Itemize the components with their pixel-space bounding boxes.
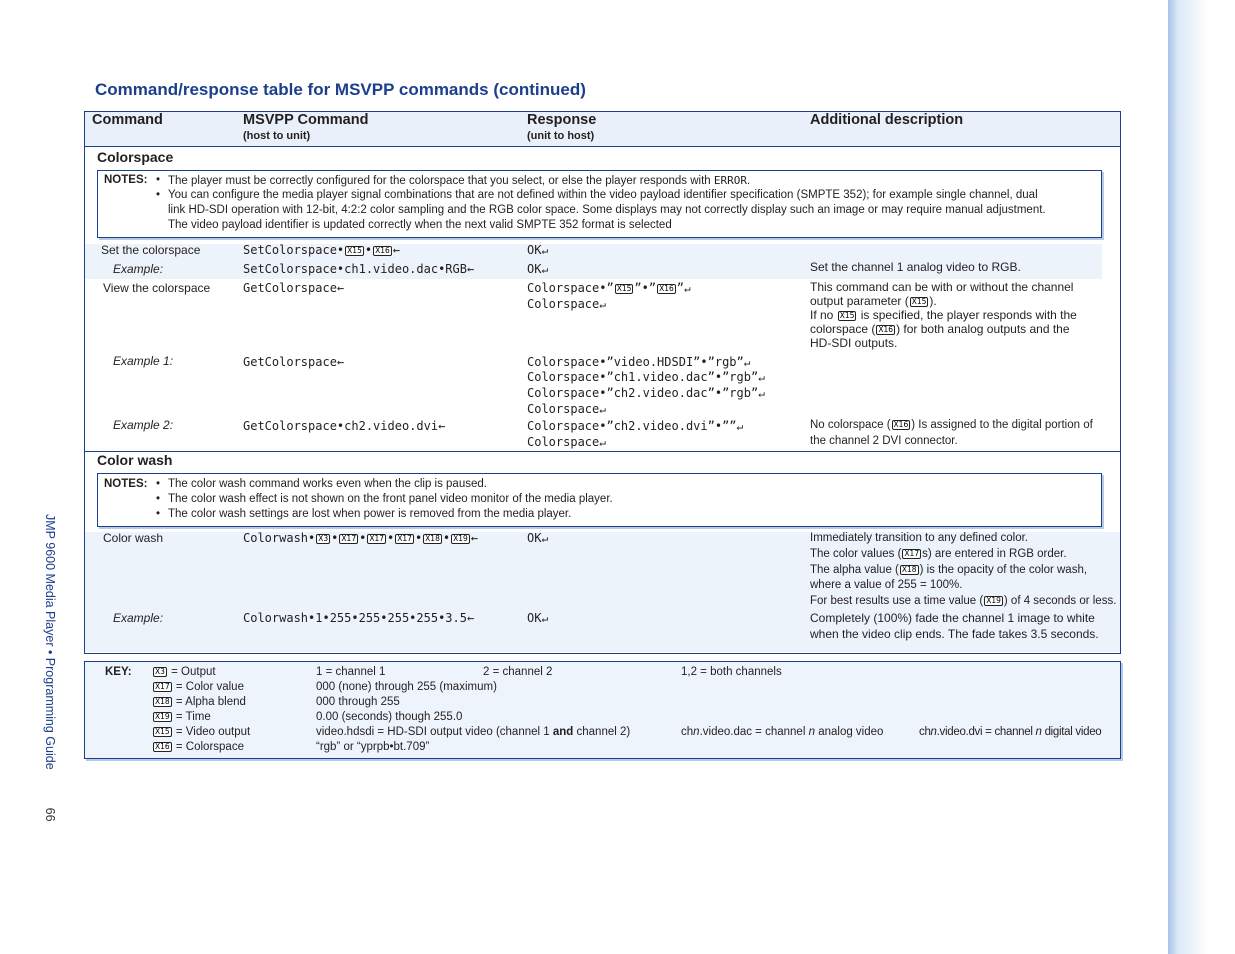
example-1-resp-1: Colorspace•”video.HDSDI”•”rgb”↵ <box>527 355 751 369</box>
colorwash-notes <box>97 473 1102 527</box>
colorwash-cmd: Colorwash• X3 • X17 • X17 • X17 • X18 • X19 ← <box>243 531 479 545</box>
section-colorspace-title: Colorspace <box>97 149 174 165</box>
header-response-sub: (unit to host) <box>527 130 595 142</box>
example-1-resp-4: Colorspace↵ <box>527 402 606 416</box>
section-divider <box>85 451 1120 452</box>
command-table <box>84 111 1121 654</box>
set-colorspace-label: Set the colorspace <box>101 243 201 257</box>
colorspace-note-1: The player must be correctly configured for the colorspace that you select, or else the player responds with ERROR. <box>168 174 751 187</box>
notes-label: NOTES: <box>104 174 148 186</box>
colorwash-example-cmd: Colorwash•1•255•255•255•255•3.5← <box>243 611 475 625</box>
example-2-resp-2: Colorspace↵ <box>527 435 606 449</box>
example-2-label: Example 2: <box>113 418 174 432</box>
key-box <box>84 661 1121 759</box>
key-output: X3 = Output <box>155 666 216 678</box>
example-desc: Set the channel 1 analog video to RGB. <box>810 260 1021 274</box>
header-response: Response <box>527 112 597 128</box>
colorwash-example-resp: OK↵ <box>527 611 549 625</box>
header-msvpp-sub: (host to unit) <box>243 130 311 142</box>
colorwash-label: Color wash <box>103 531 164 545</box>
header-command: Command <box>92 112 163 128</box>
key-video-output-hdsdi: video.hdsdi = HD-SDI output video (channel 1 and channel 2) <box>316 726 631 738</box>
key-video-output-dvi: chn.video.dvi = channel n digital video <box>919 726 1102 738</box>
example-cmd: SetColorspace•ch1.video.dac•RGB← <box>243 262 475 276</box>
view-desc-1: This command can be with or without the channel <box>810 280 1074 294</box>
page-title: Command/response table for MSVPP commands (continued) <box>95 80 586 99</box>
example-label: Example: <box>113 262 164 276</box>
key-colorspace: X16 = Colorspace <box>155 741 244 753</box>
example-2-cmd: GetColorspace•ch2.video.dvi← <box>243 419 446 433</box>
key-alpha-blend-range: 000 through 255 <box>316 696 400 708</box>
view-colorspace-label: View the colorspace <box>103 281 211 295</box>
example-1-resp-3: Colorspace•”ch2.video.dac”•”rgb”↵ <box>527 386 765 400</box>
example-2-desc-1: No colorspace ( X16 ) Is assigned to the digital portion of <box>810 419 1093 431</box>
colorwash-note-3: The color wash settings are lost when power is removed from the media player. <box>168 508 572 520</box>
key-video-output-dac: chn.video.dac = channel n analog video <box>681 726 884 738</box>
note-bullet: • <box>156 493 161 505</box>
key-color-value: X17 = Color value <box>155 681 244 693</box>
view-colorspace-resp-1: Colorspace•” X15 ”•” X16 ”↵ <box>527 281 691 295</box>
note-bullet: • <box>156 478 161 490</box>
key-output-ch1: 1 = channel 1 <box>316 666 386 678</box>
colorwash-example-label: Example: <box>113 611 164 625</box>
note-bullet: • <box>156 174 161 186</box>
colorwash-desc-1: Immediately transition to any defined color. <box>810 532 1028 544</box>
key-video-output: X15 = Video output <box>155 726 251 738</box>
header-additional: Additional description <box>810 112 964 128</box>
example-2-desc-2: the channel 2 DVI connector. <box>810 435 958 447</box>
side-guide-title: JMP 9600 Media Player • Programming Guide <box>43 514 57 770</box>
set-colorspace-cmd: SetColorspace• X15 • X16 ← <box>243 243 400 257</box>
colorspace-notes <box>97 170 1102 238</box>
colorspace-note-2-line-1: You can configure the media player signal combinations that are not defined within the video payload identifier specification (SMPTE 352); for example single channel, dual <box>168 189 1038 201</box>
colorwash-desc-3: The alpha value ( X18 ) is the opacity of the color wash, <box>810 564 1088 576</box>
key-output-both: 1,2 = both channels <box>681 666 782 678</box>
key-time-range: 0.00 (seconds) though 255.0 <box>316 711 463 723</box>
colorwash-example-desc-1: Completely (100%) fade the channel 1 image to white <box>810 611 1095 625</box>
colorwash-desc-2: The color values ( X17 s) are entered in RGB order. <box>810 548 1067 560</box>
colorwash-resp: OK↵ <box>527 531 549 545</box>
page-number: 66 <box>43 807 57 822</box>
section-colorwash-title: Color wash <box>97 452 173 468</box>
example-1-resp-2: Colorspace•”ch1.video.dac”•”rgb”↵ <box>527 370 765 384</box>
set-colorspace-resp: OK↵ <box>527 243 549 257</box>
key-time: X19 = Time <box>155 711 211 723</box>
colorwash-note-1: The color wash command works even when the clip is paused. <box>168 478 487 490</box>
key-colorspace-values: “rgb” or “yprpb•bt.709” <box>316 741 430 753</box>
table-header <box>85 112 1120 147</box>
example-resp: OK↵ <box>527 262 549 276</box>
note-bullet: • <box>156 508 161 520</box>
key-output-ch2: 2 = channel 2 <box>483 666 553 678</box>
view-desc-3: If no X15 is specified, the player responds with the <box>810 308 1077 322</box>
view-colorspace-resp-2: Colorspace↵ <box>527 297 606 311</box>
colorwash-note-2: The color wash effect is not shown on the front panel video monitor of the media player. <box>168 493 613 505</box>
colorspace-note-2-line-2: link HD-SDI operation with 12-bit, 4:2:2 color sampling and the RGB color space. Some displays may not correctly display such an image or may require manual adjustment. <box>168 204 1046 216</box>
example-1-label: Example 1: <box>113 354 174 368</box>
key-color-value-range: 000 (none) through 255 (maximum) <box>316 681 497 693</box>
page-edge-gradient <box>1168 0 1235 954</box>
view-colorspace-cmd: GetColorspace← <box>243 281 345 295</box>
header-msvpp: MSVPP Command <box>243 112 369 128</box>
side-footer <box>33 514 57 874</box>
colorwash-example-desc-2: when the video clip ends. The fade takes 3.5 seconds. <box>810 627 1099 641</box>
key-alpha-blend: X18 = Alpha blend <box>155 696 246 708</box>
colorspace-note-2-line-3: The video payload identifier is updated correctly when the next valid SMPTE 352 format is selected <box>168 219 672 231</box>
colorwash-desc-4: where a value of 255 = 100%. <box>810 579 963 591</box>
key-label: KEY: <box>105 666 132 678</box>
notes-label: NOTES: <box>104 478 148 490</box>
view-desc-5: HD-SDI outputs. <box>810 336 898 350</box>
view-desc-2: output parameter ( X15 ). <box>810 294 937 308</box>
note-bullet: • <box>156 189 161 201</box>
view-desc-4: colorspace ( X16 ) for both analog outputs and the <box>810 322 1070 336</box>
colorwash-desc-5: For best results use a time value ( X19 ) of 4 seconds or less. <box>810 595 1117 607</box>
example-1-cmd: GetColorspace← <box>243 355 345 369</box>
example-2-resp-1: Colorspace•”ch2.video.dvi”•””↵ <box>527 419 744 433</box>
